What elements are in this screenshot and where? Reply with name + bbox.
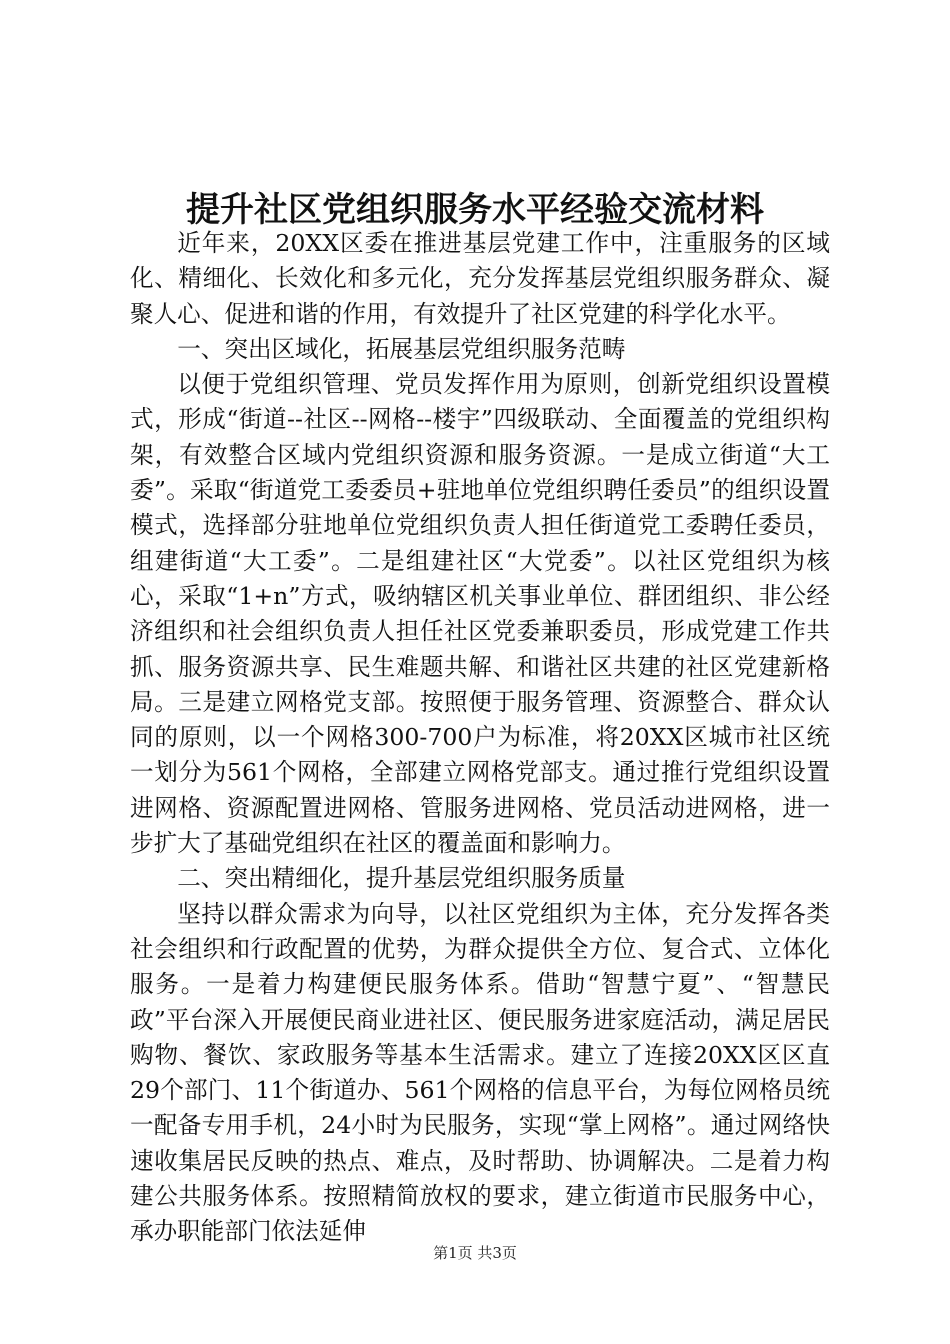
paragraph-section-2: 坚持以群众需求为向导，以社区党组织为主体，充分发挥各类社会组织和行政配置的优势，为群众提供全方位、复合式、立体化服务。一是着力构建便民服务体系。借助“智慧宁夏”、“智慧民政”平台深入开展便民商业进社区、便民服务进家庭活动，满足居民购物、餐饮、家政服务等基本生活需求。建立了连接20XX区区直29个部门、11个街道办、561个网格的信息平台，为每位网格员统一配备专用手机，24小时为民服务，实现“掌上网格”。通过网络快速收集居民反映的热点、难点，及时帮助、协调解决。二是着力构建公共服务体系。按照精简放权的要求，建立街道市民服务中心，承办职能部门依法延伸 [130,899,830,1246]
paragraph-intro: 近年来，20XX区委在推进基层党建工作中，注重服务的区域化、精细化、长效化和多元化，充分发挥基层党组织服务群众、凝聚人心、促进和谐的作用，有效提升了社区党建的科学化水平。 [130,229,830,328]
section-heading-2: 二、突出精细化，提升基层党组织服务质量 [177,864,626,893]
document-title: 提升社区党组织服务水平经验交流材料 [186,190,764,230]
page-number-footer: 第1页 共3页 [433,1244,517,1262]
paragraph-section-1: 以便于党组织管理、党员发挥作用为原则，创新党组织设置模式，形成“街道--社区--网格--楼宇”四级联动、全面覆盖的党组织构架，有效整合区域内党组织资源和服务资源。一是成立街道“大工委”。采取“街道党工委委员+驻地单位党组织聘任委员”的组织设置模式，选择部分驻地单位党组织负责人担任街道党工委聘任委员，组建街道“大工委”。二是组建社区“大党委”。以社区党组织为核心，采取“1+n”方式，吸纳辖区机关事业单位、群团组织、非公经济组织和社会组织负责人担任社区党委兼职委员，形成党建工作共抓、服务资源共享、民生难题共解、和谐社区共建的社区党建新格局。三是建立网格党支部。按照便于服务管理、资源整合、群众认同的原则，以一个网格300-700户为标准，将20XX区城市社区统一划分为561个网格，全部建立网格党部支。通过推行党组织设置进网格、资源配置进网格、管服务进网格、党员活动进网格，进一步扩大了基础党组织在社区的覆盖面和影响力。 [130,370,830,858]
document-body [130,226,830,1250]
section-heading-1: 一、突出区域化，拓展基层党组织服务范畴 [177,334,626,363]
